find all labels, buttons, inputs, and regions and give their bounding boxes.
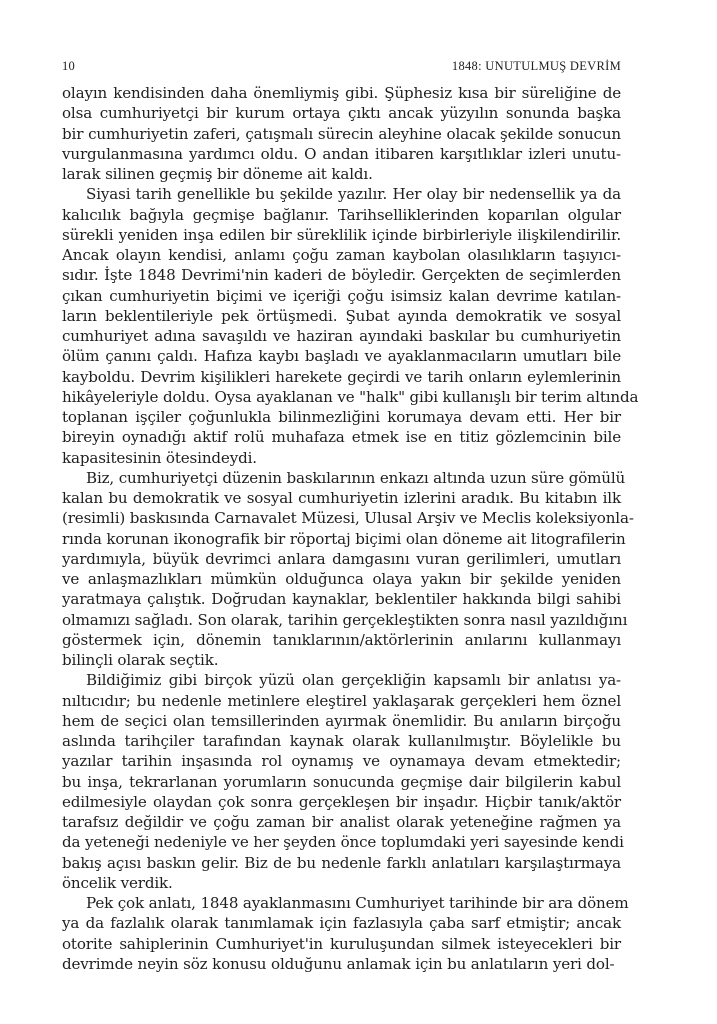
text-line: da yeteneği nedeniyle ve her şeyden önce toplumdaki yeri sayesinde kendi — [62, 833, 624, 852]
text-line: ya da fazlalık olarak tanımlamak için fazlasıyla çaba sarf etmiştir; ancak — [62, 914, 621, 933]
text-line: hikâyeleriyle doldu. Oysa ayaklanan ve "halk" gibi kullanışlı bir terim altında — [62, 387, 639, 406]
text-line: çıkan cumhuriyetin biçimi ve içeriği çoğu isimsiz kalan devrime katılan- — [62, 286, 621, 305]
paragraph — [62, 670, 624, 893]
text-line: cumhuriyet adına savaşıldı ve haziran ayındaki baskılar bu cumhuriyetin — [62, 327, 621, 345]
text-line: tarafsız değildir ve çoğu zaman bir analist olarak yeteneğine rağmen ya — [62, 813, 621, 831]
text-line: rında korunan ikonografik bir röportaj biçimi olan döneme ait litografilerin — [62, 529, 626, 548]
text-line: kapasitesinin ötesindeydi. — [62, 448, 257, 467]
text-line: vurgulanmasına yardımcı oldu. O andan itibaren karşıtlıklar izleri unutu- — [62, 144, 621, 163]
paragraph — [62, 83, 621, 184]
text-line: aslında tarihçiler tarafından kaynak olarak kullanılmıştır. Böylelikle bu — [62, 732, 621, 750]
page-header — [62, 59, 621, 79]
text-line: yaratmaya çalıştık. Doğrudan kaynaklar, beklentiler hakkında bilgi sahibi — [62, 590, 621, 609]
text-line: Biz, cumhuriyetçi düzenin baskılarının enkazı altında uzun süre gömülü — [86, 468, 626, 487]
text-line: kalıcılık bağıyla geçmişe bağlanır. Tarihselliklerinden koparılan olgular — [62, 205, 621, 224]
text-line: sıdır. İşte 1848 Devrimi'nin kaderi de böyledir. Gerçekten de seçimlerden — [62, 266, 621, 285]
text-line: yazılar tarihin inşasında rol oynamış ve oynamaya devam etmektedir; — [62, 752, 621, 771]
text-line: hem de seçici olan temsillerinden ayırmak önemlidir. Bu anıların birçoğu — [62, 711, 621, 730]
text-line: göstermek için, dönemin tanıklarının/aktörlerinin anılarını kullanmayı — [62, 630, 621, 649]
text-line: bakış açısı baskın gelir. Biz de bu nedenle farklı anlatıları karşılaştırmaya — [62, 853, 621, 872]
text-line: olmamızı sağladı. Son olarak, tarihin gerçekleştikten sonra nasıl yazıldığını — [62, 610, 628, 629]
text-line: bu inşa, tekrarlanan yorumların sonucunda geçmişe dair bilgilerin kabul — [62, 772, 621, 791]
paragraph — [62, 893, 629, 974]
running-head: 1848: UNUTULMUŞ DEVRİM — [451, 59, 621, 73]
text-line: ların beklentileriyle pek örtüşmedi. Şubat ayında demokratik ve sosyal — [62, 306, 621, 325]
text-line: bilinçli olarak seçtik. — [62, 651, 219, 669]
text-line: yardımıyla, büyük devrimci anlara damgasını vuran gerilimleri, umutları — [62, 549, 621, 568]
text-line: bir cumhuriyetin zaferi, çatışmalı sürecin aleyhine olacak şekilde sonucun — [62, 124, 621, 143]
paragraph — [62, 184, 639, 468]
text-line: devrimde neyin söz konusu olduğunu anlamak için bu anlatıların yeri dol- — [62, 954, 615, 973]
text-line: olsa cumhuriyetçi bir kurum ortaya çıktı ancak yüzyılın sonunda başka — [62, 104, 621, 123]
page-number: 10 — [62, 59, 76, 73]
text-line: toplanan işçiler çoğunlukla bilinmezliğini korumaya devam etti. Her bir — [62, 408, 621, 426]
text-line: sürekli yeniden inşa edilen bir süreklilik içinde birbirleriyle ilişkilendirilir. — [62, 225, 621, 244]
text-line: nıltıcıdır; bu nedenle metinlere eleştirel yaklaşarak gerçekleri hem öznel — [62, 691, 621, 710]
text-line: Ancak olayın kendisi, anlamı çoğu zaman kaybolan olasılıkların taşıyıcı- — [62, 246, 621, 264]
text-line: ve anlaşmazlıkları mümkün olduğunca olaya yakın bir şekilde yeniden — [62, 570, 621, 588]
text-line: kayboldu. Devrim kişilikleri harekete geçirdi ve tarih onların eylemlerinin — [62, 367, 621, 386]
text-line: larak silinen geçmiş bir döneme ait kaldı. — [62, 165, 373, 183]
text-line: bireyin oynadığı aktif rolü muhafaza etmek ise en titiz gözlemcinin bile — [62, 428, 621, 447]
text-line: (resimli) baskısında Carnavalet Müzesi, Ulusal Arşiv ve Meclis koleksiyonla- — [62, 509, 634, 528]
text-line: olayın kendisinden daha önemliymiş gibi. Şüphesiz kısa bir süreliğine de — [62, 84, 621, 102]
body-text — [62, 83, 639, 974]
text-line: edilmesiyle olaydan çok sonra gerçekleşen bir inşadır. Hiçbir tanık/aktör — [62, 792, 621, 811]
text-line: otorite sahiplerinin Cumhuriyet'in kuruluşundan silmek isteyecekleri bir — [62, 934, 621, 953]
text-line: öncelik verdik. — [62, 873, 173, 892]
text-line: Pek çok anlatı, 1848 ayaklanmasını Cumhuriyet tarihinde bir ara dönem — [86, 894, 629, 912]
text-line: kalan bu demokratik ve sosyal cumhuriyetin izlerini aradık. Bu kitabın ilk — [62, 489, 621, 507]
paragraph — [62, 468, 634, 671]
text-line: ölüm çanını çaldı. Hafıza kaybı başladı ve ayaklanmacıların umutları bile — [62, 347, 621, 366]
text-line: Bildiğimiz gibi birçok yüzü olan gerçekliğin kapsamlı bir anlatısı ya- — [86, 671, 621, 690]
text-line: Siyasi tarih genellikle bu şekilde yazılır. Her olay bir nedensellik ya da — [86, 185, 621, 204]
